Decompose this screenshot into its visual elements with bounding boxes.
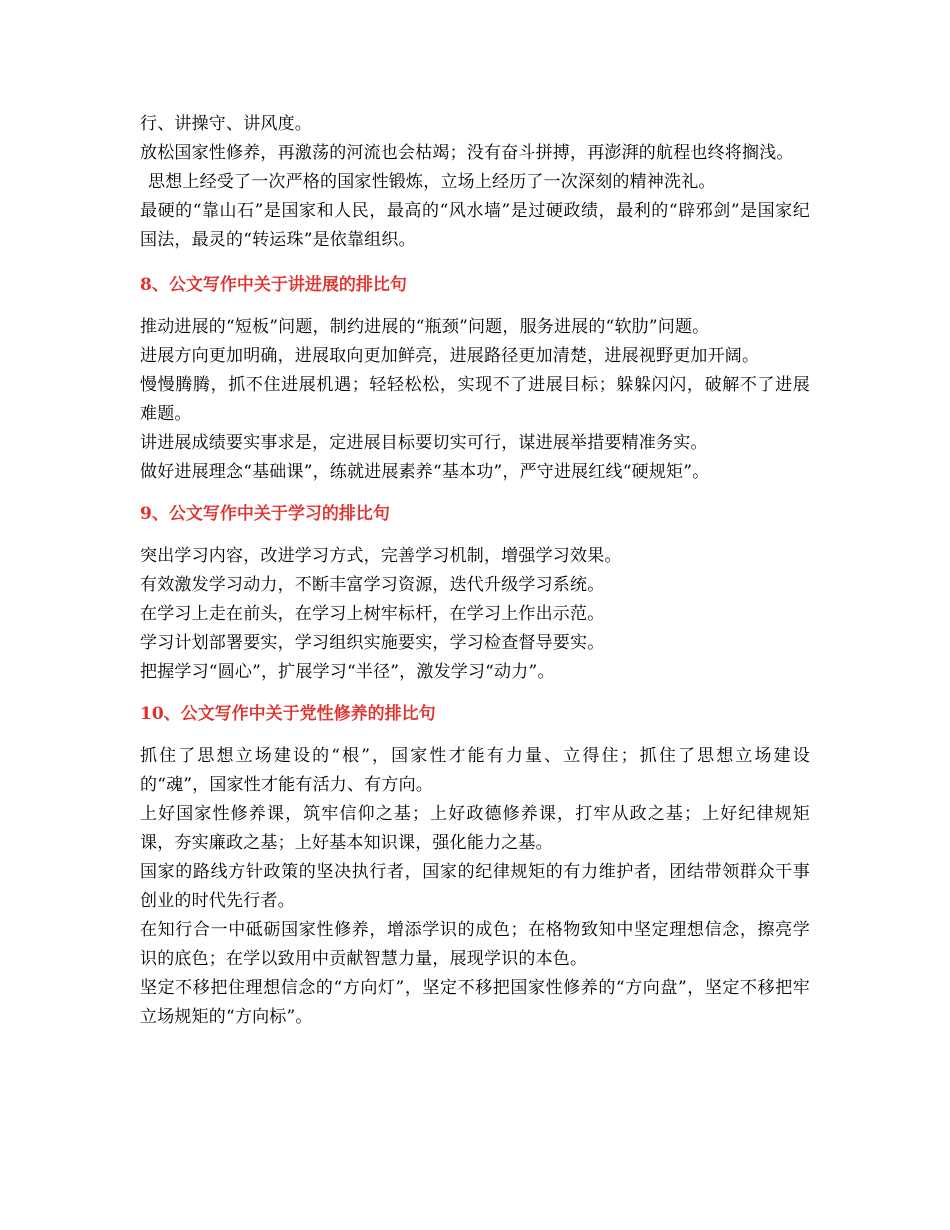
paragraph: 推动进展的“短板”问题，制约进展的“瓶颈”问题，服务进展的“软肋”问题。 bbox=[140, 317, 710, 337]
paragraph: 有效激发学习动力，不断丰富学习资源，迭代升级学习系统。 bbox=[140, 575, 605, 595]
paragraph: 放松国家性修养，再激荡的河流也会枯竭；没有奋斗拼搏，再澎湃的航程也终将搁浅。 bbox=[140, 143, 794, 163]
section-heading-10: 10、公文写作中关于党性修养的排比句 bbox=[140, 704, 436, 724]
paragraph: 行、讲操守、讲风度。 bbox=[140, 114, 312, 134]
paragraph: 做好进展理念“基础课”，练就进展素养“基本功”，严守进展红线“硬规矩”。 bbox=[140, 462, 710, 482]
paragraph: 进展方向更加明确，进展取向更加鲜亮，进展路径更加清楚，进展视野更加开阔。 bbox=[140, 346, 760, 366]
paragraph: 思想上经受了一次严格的国家性锻炼，立场上经历了一次深刻的精神洗礼。 bbox=[148, 172, 716, 192]
section-heading-9: 9、公文写作中关于学习的排比句 bbox=[140, 504, 390, 524]
section-heading-8: 8、公文写作中关于讲进展的排比句 bbox=[140, 275, 407, 295]
paragraph: 讲进展成绩要实事求是，定进展目标要切实可行，谋进展举措要精准务实。 bbox=[140, 433, 708, 453]
paragraph: 抓住了思想立场建设的“根”，国家性才能有力量、立得住；抓住了思想立场建设的“魂”，国家性才能有活力、有方向。 bbox=[140, 746, 810, 795]
paragraph: 慢慢腾腾，抓不住进展机遇；轻轻松松，实现不了进展目标；躲躲闪闪，破解不了进展难题。 bbox=[140, 375, 810, 424]
paragraph: 在学习上走在前头，在学习上树牢标杆，在学习上作出示范。 bbox=[140, 604, 605, 624]
document-page bbox=[140, 110, 810, 1032]
paragraph: 突出学习内容，改进学习方式，完善学习机制，增强学习效果。 bbox=[140, 546, 622, 566]
paragraph: 学习计划部署要实，学习组织实施要实，学习检查督导要实。 bbox=[140, 633, 605, 653]
paragraph: 坚定不移把住理想信念的“方向灯”，坚定不移把国家性修养的“方向盘”，坚定不移把牢立场规矩的“方向标”。 bbox=[140, 978, 810, 1027]
paragraph: 把握学习“圆心”，扩展学习“半径”，激发学习“动力”。 bbox=[140, 662, 555, 682]
paragraph: 上好国家性修养课，筑牢信仰之基；上好政德修养课，打牢从政之基；上好纪律规矩课，夯实廉政之基；上好基本知识课，强化能力之基。 bbox=[140, 804, 810, 853]
paragraph: 在知行合一中砥砺国家性修养，增添学识的成色；在格物致知中坚定理想信念，擦亮学识的底色；在学以致用中贡献智慧力量，展现学识的本色。 bbox=[140, 920, 810, 969]
paragraph: 最硬的“靠山石”是国家和人民，最高的“风水墙”是过硬政绩，最利的“辟邪剑”是国家纪国法，最灵的“转运珠”是依靠组织。 bbox=[140, 201, 810, 250]
paragraph: 国家的路线方针政策的坚决执行者，国家的纪律规矩的有力维护者，团结带领群众干事创业的时代先行者。 bbox=[140, 862, 810, 911]
